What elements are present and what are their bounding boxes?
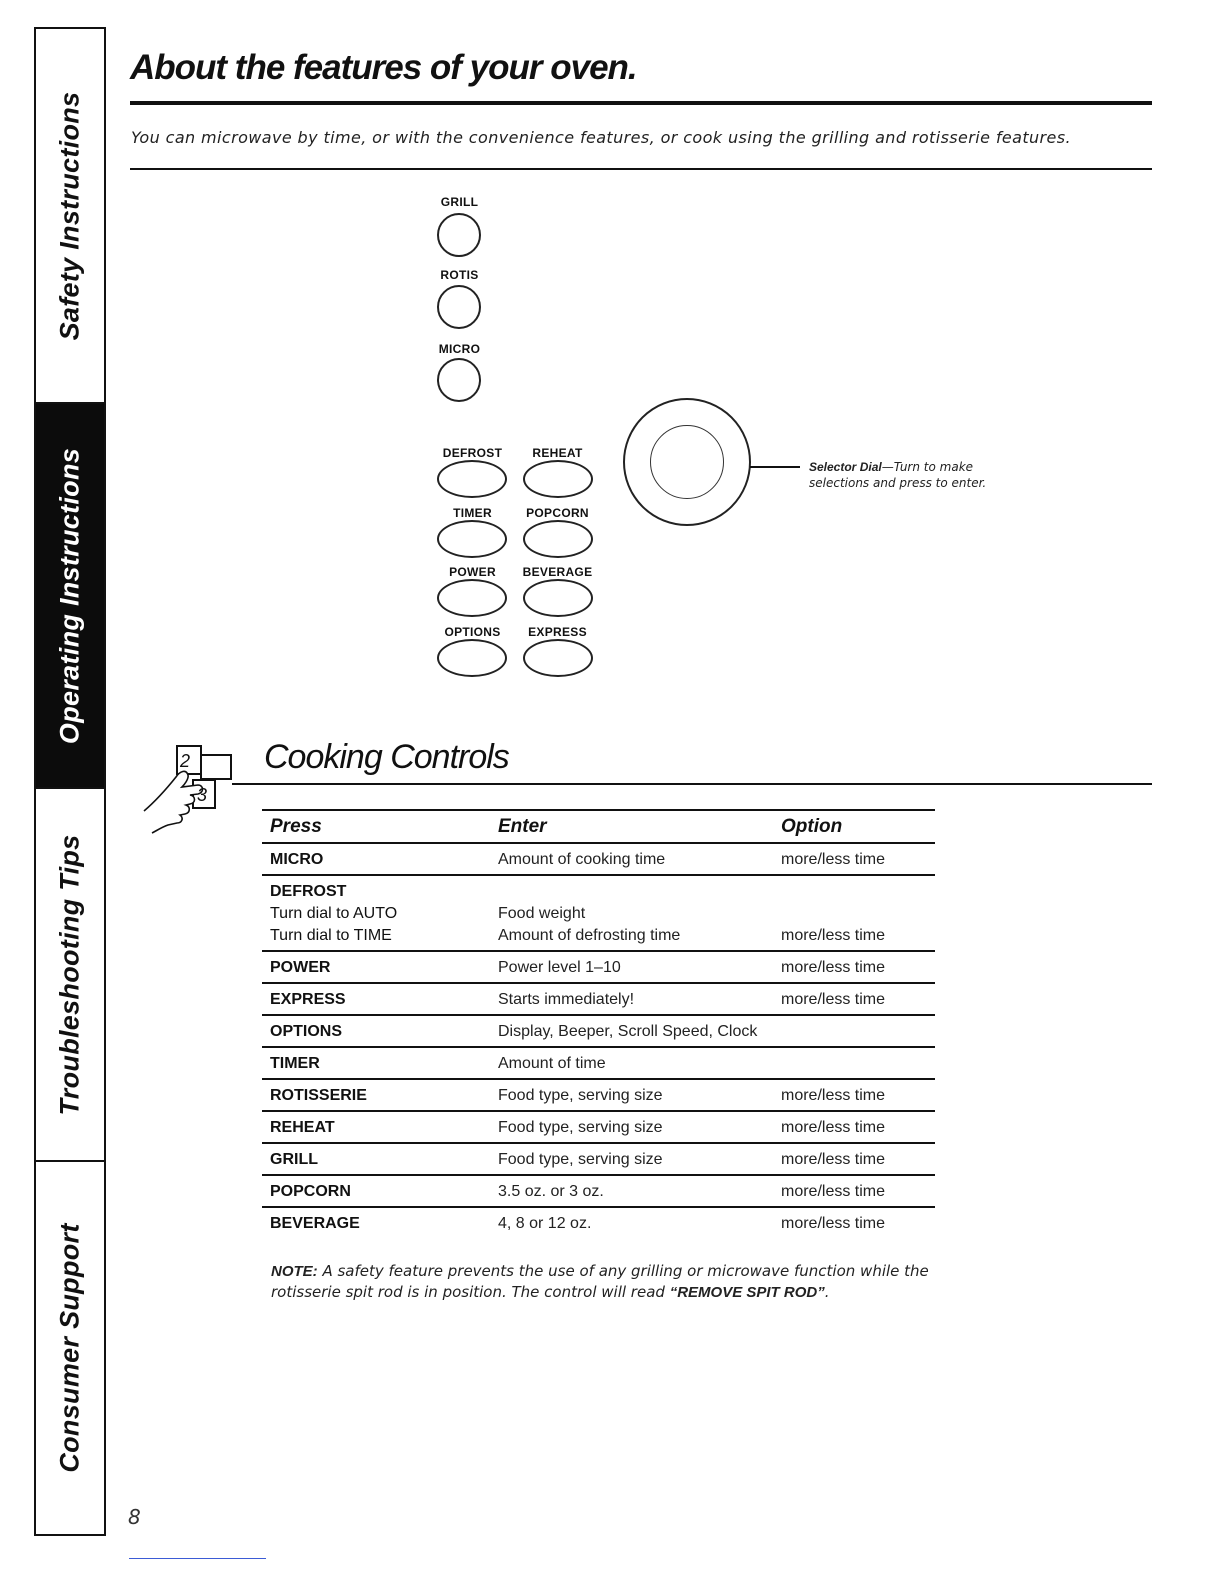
table-row [262,951,935,983]
table-header-row [262,810,935,843]
dial-caption [809,459,1029,491]
table-row [262,1047,935,1079]
note-label: NOTE: [271,1263,318,1280]
enter-sub-value: Amount of defrosting time [498,927,681,944]
enter-cell: Display, Beeper, Scroll Speed, Clock [490,1015,773,1047]
table-row [262,1015,935,1047]
press-cell: POPCORN [262,1175,490,1207]
dial-caption-text: —Turn to make selections and press to enter. [809,460,987,490]
option-cell [773,875,935,951]
express-label: EXPRESS [528,625,587,639]
press-cell: TIMER [262,1047,490,1079]
enter-cell: Food type, serving size [490,1079,773,1111]
press-cell: GRILL [262,1143,490,1175]
enter-cell: Food type, serving size [490,1143,773,1175]
tab-label: Consumer Support [54,1223,85,1473]
enter-sub-value: Food weight [498,905,586,922]
cooking-controls-table [262,809,935,1238]
tab-troubleshooting-tips[interactable] [36,787,104,1160]
footer-line [129,1558,266,1559]
dial-callout-line [750,466,800,468]
grill-button[interactable] [437,213,481,257]
note-end: . [824,1283,830,1301]
power-button[interactable] [437,579,507,617]
defrost-label: DEFROST [442,446,503,460]
enter-cell: Amount of time [490,1047,773,1079]
option-cell: more/less time [773,1143,935,1175]
option-cell [773,1047,935,1079]
table-row [262,1111,935,1143]
intro-text: You can microwave by time, or with the convenience features, or cook using the grilling and rotisserie features. [131,128,1071,147]
option-cell: more/less time [773,1111,935,1143]
enter-cell: Starts immediately! [490,983,773,1015]
table-row [262,1175,935,1207]
page-title: About the features of your oven. [130,48,637,87]
table-row [262,1207,935,1238]
option-cell: more/less time [773,1175,935,1207]
beverage-label: BEVERAGE [522,565,593,579]
svg-text:3: 3 [197,785,208,805]
section-divider [232,783,1152,785]
timer-label: TIMER [453,506,492,520]
selector-dial-knob-icon [650,425,724,499]
option-cell: more/less time [773,1079,935,1111]
enter-cell: 4, 8 or 12 oz. [498,1215,592,1232]
option-sub-value: more/less time [781,927,886,944]
enter-cell: 3.5 oz. or 3 oz. [490,1175,773,1207]
press-sub-label: Turn dial to TIME [270,927,392,944]
micro-button[interactable] [437,358,481,402]
page-number: 8 [128,1505,141,1529]
svg-text:2: 2 [180,751,191,771]
table-row [262,983,935,1015]
table-row [262,1143,935,1175]
press-cell: MICRO [262,843,490,875]
defrost-button[interactable] [437,460,507,498]
header-option: Option [773,810,935,843]
tab-label: Troubleshooting Tips [54,834,85,1115]
press-cell: OPTIONS [262,1015,490,1047]
safety-note [271,1261,971,1303]
header-press: Press [262,810,490,843]
options-button[interactable] [437,639,507,677]
enter-cell: Power level 1–10 [490,951,773,983]
header-enter: Enter [490,810,773,843]
note-quote: “REMOVE SPIT ROD” [669,1284,825,1301]
selector-dial[interactable] [623,398,751,526]
option-cell: more/less time [781,1215,886,1232]
section-title: Cooking Controls [264,738,509,776]
option-cell: more/less time [773,843,935,875]
tab-label: Safety Instructions [54,91,85,340]
tab-consumer-support[interactable] [36,1160,104,1534]
reheat-label: REHEAT [532,446,583,460]
beverage-button[interactable] [523,579,593,617]
note-text: A safety feature prevents the use of any grilling or microwave function while the rotisserie spit rod is in position. The control will read [271,1262,929,1301]
grill-label: GRILL [440,195,479,209]
press-sub-label: Turn dial to AUTO [270,905,398,922]
popcorn-button[interactable] [523,520,593,558]
timer-button[interactable] [437,520,507,558]
rotis-button[interactable] [437,285,481,329]
enter-cell: Amount of cooking time [490,843,773,875]
press-cell: BEVERAGE [270,1215,360,1232]
power-label: POWER [449,565,496,579]
reheat-button[interactable] [523,460,593,498]
table-row [262,1079,935,1111]
option-cell: more/less time [773,983,935,1015]
press-cell: POWER [262,951,490,983]
popcorn-label: POPCORN [526,506,589,520]
press-cell: REHEAT [262,1111,490,1143]
hand-pressing-button-icon [140,743,236,835]
enter-cell [490,875,773,951]
micro-label: MICRO [438,342,481,356]
option-cell: more/less time [773,951,935,983]
table-row [262,843,935,875]
table-row [262,875,935,951]
press-cell [262,875,490,951]
enter-cell: Food type, serving size [490,1111,773,1143]
rotis-label: ROTIS [440,268,479,282]
dial-caption-title: Selector Dial [809,460,882,474]
options-label: OPTIONS [444,625,501,639]
press-cell: ROTISSERIE [262,1079,490,1111]
express-button[interactable] [523,639,593,677]
control-panel-diagram [0,0,1224,720]
press-label: DEFROST [270,883,347,900]
press-cell: EXPRESS [262,983,490,1015]
option-cell [773,1015,935,1047]
tab-label: Operating Instructions [54,447,85,744]
option-sub-value [781,903,935,925]
